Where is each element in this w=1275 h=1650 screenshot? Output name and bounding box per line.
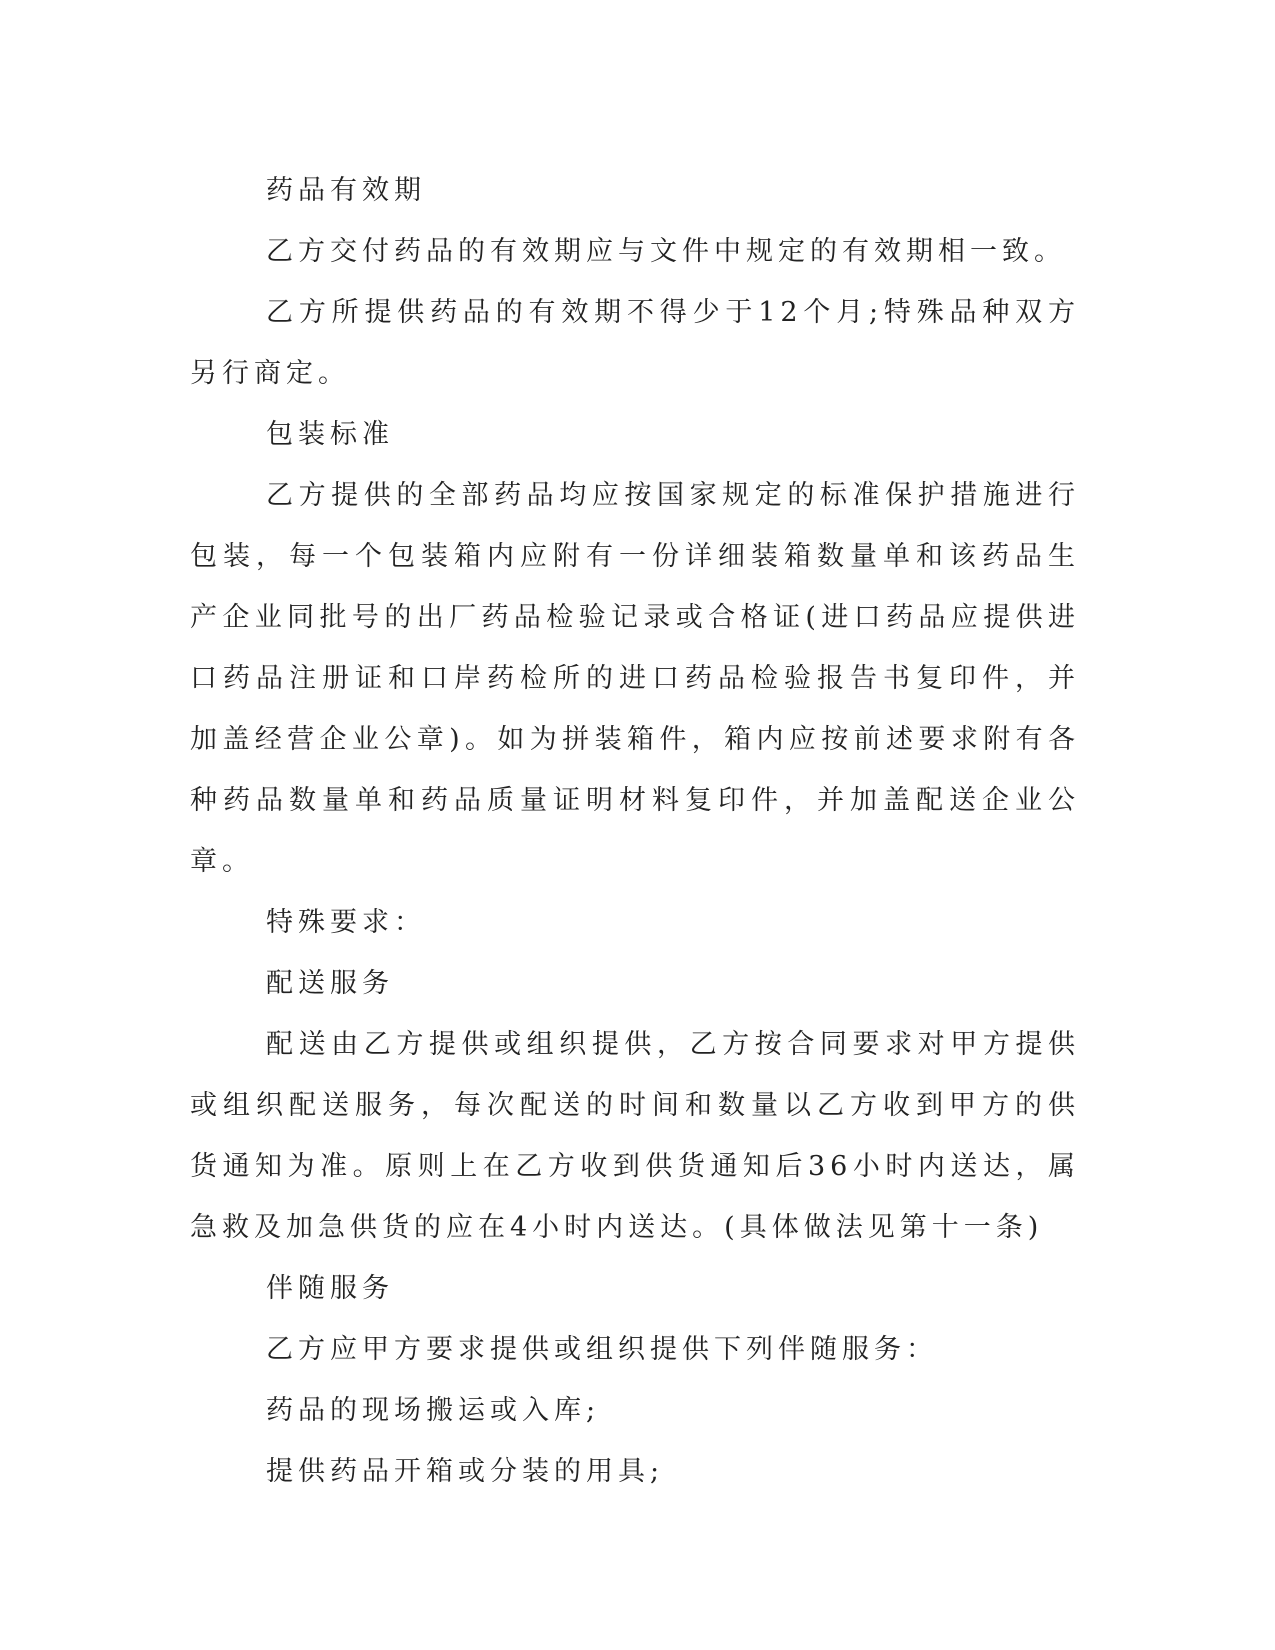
- list-item-onsite-handling: 药品的现场搬运或入库;: [266, 1395, 601, 1426]
- document-body: [190, 160, 1080, 1502]
- paragraph-delivery-details: 配送由乙方提供或组织提供，乙方按合同要求对甲方提供或组织配送服务，每次配送的时间和数量以乙方收到甲方的供货通知为准。原则上在乙方收到供货通知后36小时内送达，属急救及加急供货的应在4小时内送达。(具体做法见第十一条): [190, 1029, 1080, 1243]
- paragraph-validity-consistency: 乙方交付药品的有效期应与文件中规定的有效期相一致。: [266, 236, 1066, 267]
- list-item-unpacking-tools: 提供药品开箱或分装的用具;: [266, 1456, 665, 1487]
- paragraph-validity-minimum: 乙方所提供药品的有效期不得少于12个月;特殊品种双方另行商定。: [190, 297, 1080, 389]
- heading-packaging-standard: 包装标准: [266, 419, 394, 450]
- heading-delivery-service: 配送服务: [266, 968, 394, 999]
- paragraph-accompanying-intro: 乙方应甲方要求提供或组织提供下列伴随服务：: [266, 1334, 938, 1365]
- heading-special-requirements: 特殊要求：: [266, 907, 426, 938]
- heading-drug-validity: 药品有效期: [266, 175, 426, 206]
- heading-accompanying-service: 伴随服务: [266, 1273, 394, 1304]
- paragraph-packaging-requirements: 乙方提供的全部药品均应按国家规定的标准保护措施进行包装，每一个包装箱内应附有一份详细装箱数量单和该药品生产企业同批号的出厂药品检验记录或合格证(进口药品应提供进口药品注册证和口岸药检所的进口药品检验报告书复印件，并加盖经营企业公章)。如为拼装箱件，箱内应按前述要求附有各种药品数量单和药品质量证明材料复印件，并加盖配送企业公章。: [190, 480, 1080, 877]
